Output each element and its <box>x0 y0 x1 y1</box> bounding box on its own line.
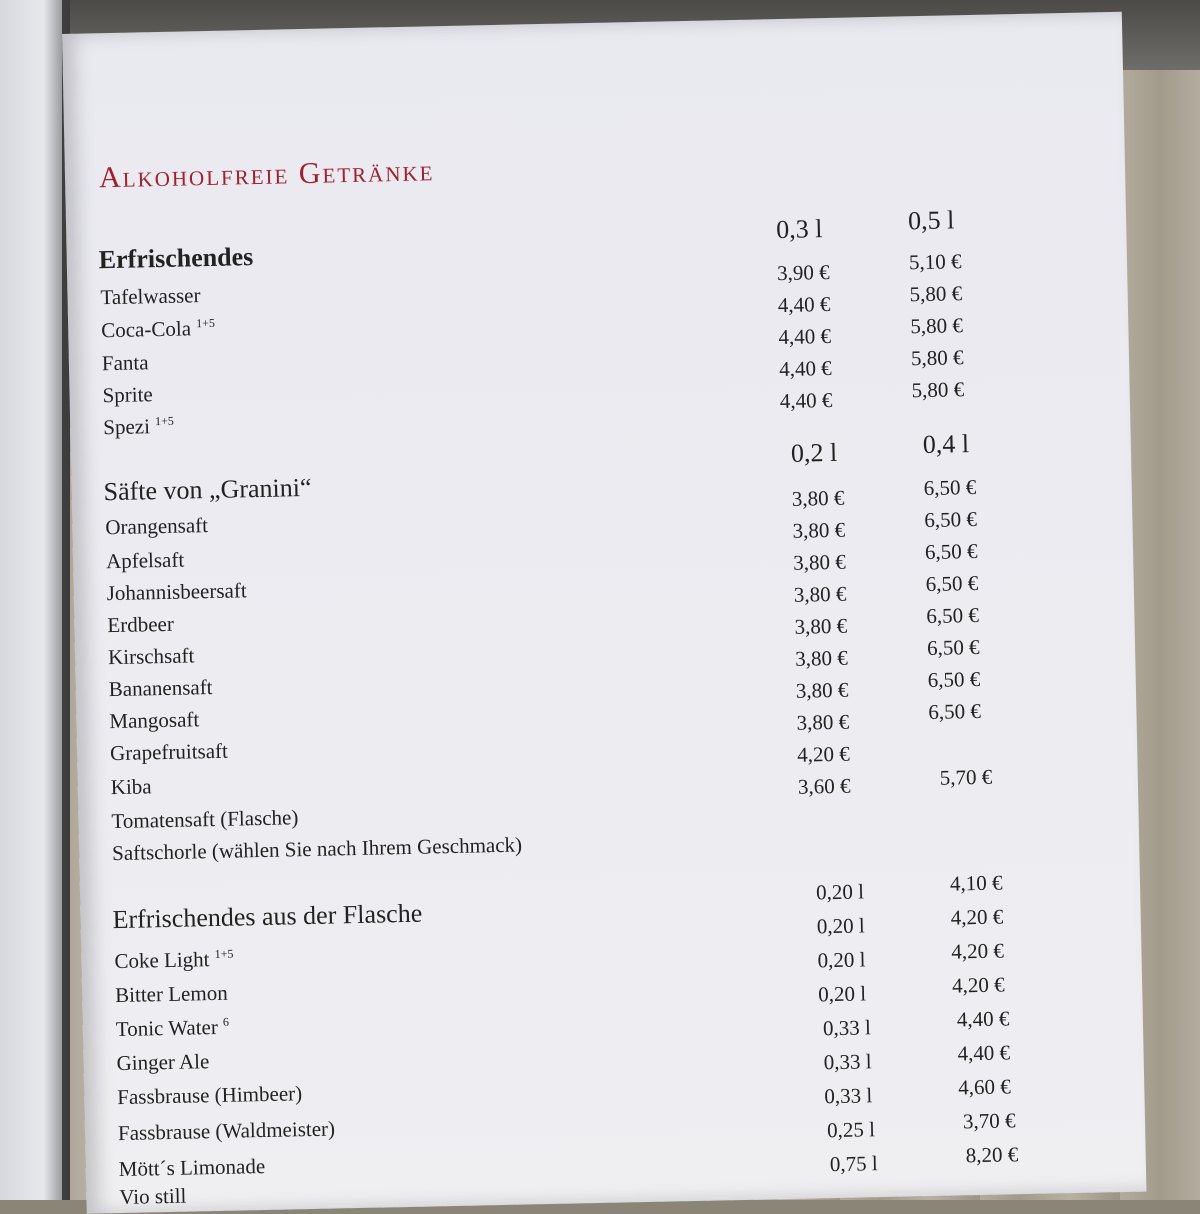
bottle-price: 4,20 € <box>951 938 1005 964</box>
menu-item-fassbrause-himbeer: Fassbrause (Himbeer) <box>117 1081 303 1110</box>
bottle-price: 4,10 € <box>949 870 1003 896</box>
left-page-edge <box>0 0 62 1200</box>
menu-page <box>62 12 1146 1214</box>
price-0-2l: 3,80 € <box>792 517 846 543</box>
menu-item-coca-cola: Coca-Cola $^{1+5}$ <box>100 315 216 343</box>
bottle-size: 0,33 l <box>824 1083 873 1109</box>
price-0-2l: 3,80 € <box>792 549 846 575</box>
additive-note: 6 <box>222 1014 230 1029</box>
additive-note: 1+5 <box>154 413 174 429</box>
price-0-2l: 3,80 € <box>795 677 849 703</box>
menu-item-fassbrause-waldmeister: Fassbrause (Waldmeister) <box>117 1116 336 1146</box>
menu-item-kirschsaft: Kirschsaft <box>107 643 195 670</box>
menu-item-tafelwasser: Tafelwasser <box>100 283 201 310</box>
price-0-4l: 6,50 € <box>926 602 980 629</box>
price-0-5l: 5,80 € <box>910 345 964 371</box>
column-header-0-2l: 0,2 l <box>790 437 838 468</box>
menu-item-mangosaft: Mangosaft <box>109 707 200 734</box>
bottle-size: 0,20 l <box>816 913 865 939</box>
section-title-erfrischendes: Erfrischendes <box>98 242 254 275</box>
price-0-4l: 6,50 € <box>928 698 982 725</box>
page-heading: Alkoholfreie Getränke <box>98 154 435 195</box>
bottle-size: 0,25 l <box>826 1117 876 1143</box>
additive-note: 1+5 <box>196 315 216 331</box>
column-header-0-4l: 0,4 l <box>922 429 970 460</box>
price-0-2l: 3,80 € <box>794 613 848 639</box>
price-0-2l: 4,20 € <box>797 741 850 767</box>
price-0-4l: 6,50 € <box>925 570 979 597</box>
price-0-4l: 6,50 € <box>924 538 978 565</box>
bottle-price: 4,20 € <box>951 972 1005 998</box>
bottle-size: 0,20 l <box>818 981 867 1007</box>
price-0-4l: 6,50 € <box>926 634 980 661</box>
menu-item-grapefruitsaft: Grapefruitsaft <box>109 738 229 766</box>
price-0-4l: 5,70 € <box>939 764 993 790</box>
menu-item-coke-light: Coke Light $^{1+5}$ <box>114 946 234 974</box>
column-header-0-3l: 0,3 l <box>775 214 823 245</box>
section-title-flasche: Erfrischendes aus der Flasche <box>112 898 423 935</box>
menu-item-tomatensaft: Tomatensaft (Flasche) <box>111 805 299 834</box>
price-0-4l: 6,50 € <box>923 474 977 501</box>
menu-item-saftschorle: Saftschorle (wählen Sie nach Ihrem Geschmack) <box>111 832 523 866</box>
bottle-price: 4,60 € <box>958 1074 1011 1100</box>
menu-item-erdbeer: Erdbeer <box>107 611 175 638</box>
section-title-saefte: Säfte von „Granini“ <box>103 472 312 507</box>
bottle-price: 8,20 € <box>965 1142 1019 1168</box>
price-0-2l: 3,80 € <box>791 485 845 511</box>
price-0-5l: 5,80 € <box>910 313 964 339</box>
price-0-3l: 4,40 € <box>779 387 833 414</box>
additive-note: 1+5 <box>214 946 234 962</box>
column-header-0-5l: 0,5 l <box>907 205 955 236</box>
bottle-size: 0,20 l <box>817 947 866 973</box>
price-0-2l: 3,80 € <box>794 645 848 671</box>
bottle-price: 4,20 € <box>950 904 1004 930</box>
bottle-size: 0,75 l <box>829 1151 878 1177</box>
bottle-price: 4,40 € <box>956 1006 1010 1032</box>
bottle-price: 4,40 € <box>957 1040 1011 1066</box>
menu-item-tonic-water: Tonic Water $^6$ <box>115 1014 230 1042</box>
bottle-size: 0,33 l <box>823 1049 872 1075</box>
price-0-3l: 4,40 € <box>777 291 831 318</box>
menu-item-fanta: Fanta <box>101 350 149 376</box>
price-0-5l: 5,10 € <box>908 249 962 275</box>
menu-item-spezi: Spezi $^{1+5}$ <box>102 413 174 440</box>
menu-item-kiba: Kiba <box>110 774 152 800</box>
menu-item-ginger-ale: Ginger Ale <box>116 1049 210 1076</box>
bottle-size: 0,20 l <box>815 879 865 905</box>
price-0-4l: 6,50 € <box>927 666 981 693</box>
price-0-5l: 5,80 € <box>911 377 965 403</box>
menu-item-vio-still: Vio still <box>119 1183 187 1210</box>
menu-item-bananensaft: Bananensaft <box>108 674 213 702</box>
menu-item-sprite: Sprite <box>102 382 153 408</box>
price-0-5l: 5,80 € <box>909 281 963 307</box>
price-0-2l: 3,80 € <box>796 709 850 735</box>
price-0-4l: 6,50 € <box>924 506 978 533</box>
menu-item-apfelsaft: Apfelsaft <box>105 547 185 574</box>
price-0-3l: 4,40 € <box>778 355 832 382</box>
bottle-size: 0,33 l <box>822 1015 872 1041</box>
bottle-price: 3,70 € <box>962 1108 1016 1134</box>
price-0-2l: 3,60 € <box>797 773 851 799</box>
menu-item-motts-limonade: Mött´s Limonade <box>118 1153 266 1182</box>
price-0-2l: 3,80 € <box>793 581 847 607</box>
menu-item-orangensaft: Orangensaft <box>105 513 209 540</box>
price-0-3l: 3,90 € <box>776 259 830 286</box>
menu-item-bitter-lemon: Bitter Lemon <box>114 980 228 1008</box>
menu-item-johannisbeersaft: Johannisbeersaft <box>106 578 247 606</box>
price-0-3l: 4,40 € <box>778 323 832 350</box>
